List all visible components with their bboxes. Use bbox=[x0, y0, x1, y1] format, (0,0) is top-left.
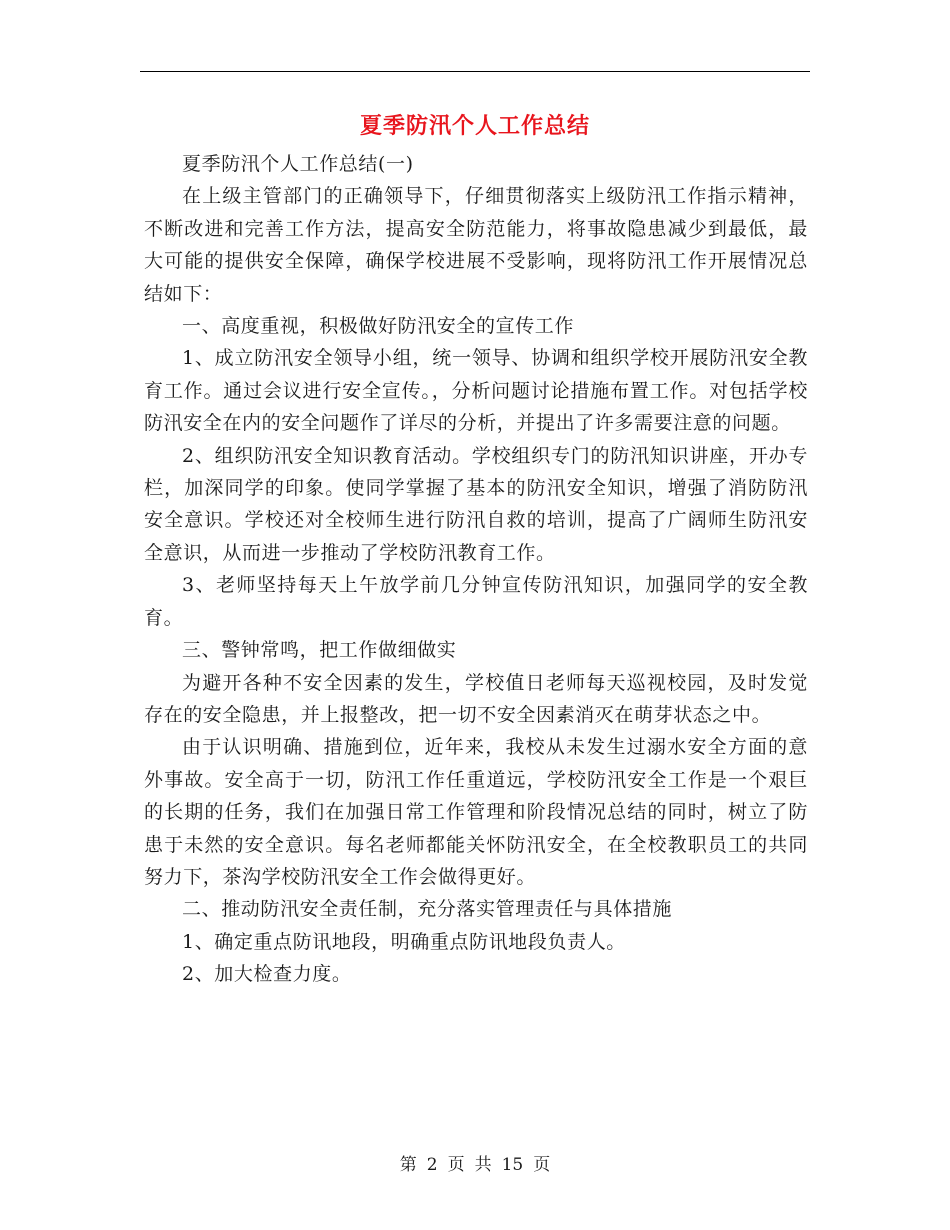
paragraph: 1、确定重点防讯地段，明确重点防讯地段负责人。 bbox=[182, 930, 626, 953]
total-pages: 15 bbox=[501, 1155, 524, 1175]
document-body bbox=[144, 148, 808, 991]
footer-total-label: 共 bbox=[474, 1155, 492, 1175]
paragraph: 夏季防汛个人工作总结(一) bbox=[182, 153, 414, 175]
page-footer bbox=[140, 1150, 810, 1180]
paragraph: 3、老师坚持每天上午放学前几分钟宣传防汛知识，加强同学的安全教育。 bbox=[144, 574, 808, 629]
footer-suffix: 页 bbox=[533, 1155, 551, 1175]
page-number: 2 bbox=[426, 1155, 438, 1175]
section-heading: 一、高度重视，积极做好防汛安全的宣传工作 bbox=[182, 315, 575, 338]
section-heading: 三、警钟常鸣，把工作做细做实 bbox=[182, 639, 457, 662]
footer-page-word: 页 bbox=[447, 1155, 465, 1175]
section-heading: 二、推动防汛安全责任制，充分落实管理责任与具体措施 bbox=[182, 898, 673, 921]
document-title: 夏季防汛个人工作总结 bbox=[359, 113, 590, 139]
paragraph: 为避开各种不安全因素的发生，学校值日老师每天巡视校园，及时发觉存在的安全隐患，并上报整改，把一切不安全因素消灭在萌芽状态之中。 bbox=[144, 671, 808, 726]
header-rule bbox=[140, 71, 810, 72]
paragraph: 2、组织防汛安全知识教育活动。学校组织专门的防汛知识讲座，开办专栏，加深同学的印象。使同学掌握了基本的防汛安全知识，增强了消防防汛安全意识。学校还对全校师生进行防汛自救的培训，提高了广阔师生防汛安全意识，从而进一步推动了学校防汛教育工作。 bbox=[144, 444, 808, 564]
footer-prefix: 第 bbox=[399, 1155, 417, 1175]
paragraph: 1、成立防汛安全领导小组，统一领导、协调和组织学校开展防汛安全教育工作。通过会议进行安全宣传。，分析问题讨论措施布置工作。对包括学校防汛安全在内的安全问题作了详尽的分析，并提出了许多需要注意的问题。 bbox=[144, 347, 808, 435]
paragraph: 2、加大检查力度。 bbox=[182, 963, 352, 986]
paragraph: 在上级主管部门的正确领导下，仔细贯彻落实上级防汛工作指示精神，不断改进和完善工作方法，提高安全防范能力，将事故隐患减少到最低，最大可能的提供安全保障，确保学校进展不受影响，现将防汛工作开展情况总结如下： bbox=[144, 185, 808, 305]
paragraph: 由于认识明确、措施到位，近年来，我校从未发生过溺水安全方面的意外事故。安全高于一切，防汛工作任重道远，学校防汛安全工作是一个艰巨的长期的任务，我们在加强日常工作管理和阶段情况总结的同时，树立了防患于未然的安全意识。每名老师都能关怀防汛安全，在全校教职员工的共同努力下，茶沟学校防汛安全工作会做得更好。 bbox=[144, 736, 808, 888]
